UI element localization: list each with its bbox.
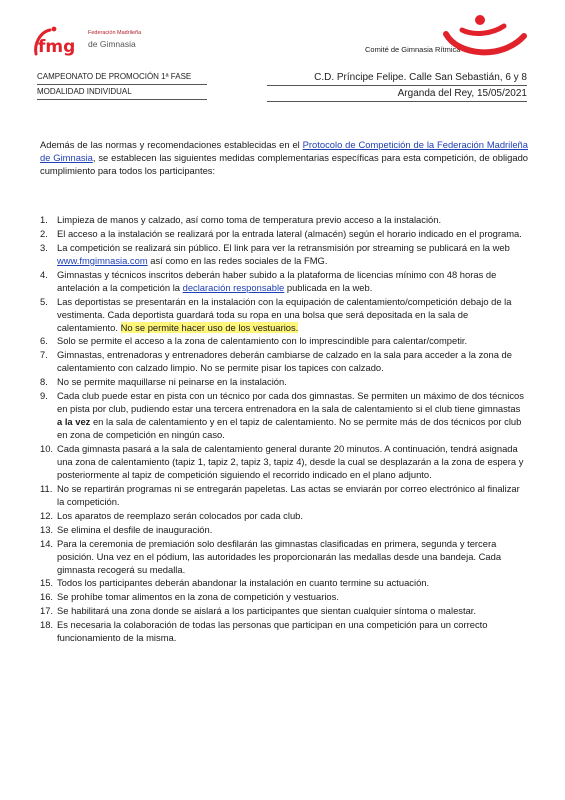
federation-subname: de Gimnasia — [88, 39, 136, 49]
rule-number: 11. — [40, 482, 53, 494]
intro-text-after: , se establecen las siguientes medidas complementarias específicas para esta competición, de obligado cumplimiento para todos los participantes: — [40, 152, 528, 177]
rule-text: El acceso a la instalación se realizará por la entrada lateral (almacén) según el horario indicado en el programa. — [57, 227, 522, 239]
rule-item — [40, 334, 528, 347]
rule-text: Las deportistas se presentarán en la instalación con la equipación de calentamiento/competición debajo de la vestimenta. Cada deportista guardará toda su ropa en una bolsa que será depositada en la sala de calentamiento. — [57, 295, 512, 333]
rule-number: 8. — [40, 376, 48, 388]
venue-info — [267, 71, 527, 103]
fmg-logo-icon — [30, 24, 84, 58]
rule-number: 3. — [40, 241, 48, 253]
rule-item — [40, 604, 528, 617]
intro-paragraph — [40, 138, 528, 178]
rhythmic-gymnastics-logo — [440, 14, 528, 60]
rule-number: 14. — [40, 537, 54, 549]
rule-item — [40, 389, 528, 441]
rule-item — [40, 375, 528, 388]
protocol-link[interactable]: Protocolo de Competición de la Federación Madrileña de Gimnasia — [40, 139, 528, 164]
logo-letters: fmg — [38, 37, 76, 57]
rule-item — [40, 348, 528, 374]
rule-highlighted-text: No se permite hacer uso de los vestuarios. — [120, 321, 299, 333]
rule-item — [40, 268, 528, 294]
rule-text: Limpieza de manos y calzado, así como toma de temperatura previo acceso a la instalación. — [57, 214, 442, 225]
rule-text: Para la ceremonia de premiación solo desfilarán las gimnastas clasificadas en primera, segunda y tercera posición. Una vez en el pódium, las autoridades les proporcionarán las medallas desde una bandeja. Cada gimnasta recogerá su medalla. — [57, 537, 502, 575]
rule-text: Solo se permite el acceso a la zona de calentamiento con lo imprescindible para calentar/competir. — [57, 335, 468, 347]
rule-item — [40, 523, 528, 536]
rule-item — [40, 576, 528, 589]
rule-number: 17. — [40, 605, 54, 617]
rule-text: La competición se realizará sin público. El link para ver la retransmisión por streaming se publicará en la web — [57, 241, 510, 253]
rule-number: 7. — [40, 349, 48, 361]
rule-text: No se permite maquillarse ni peinarse en la instalación. — [57, 376, 287, 388]
rule-number: 9. — [40, 390, 48, 402]
rule-item — [40, 482, 528, 508]
rule-bold-text: a la vez — [57, 416, 91, 428]
rule-number: 2. — [40, 227, 48, 239]
rule-item — [40, 509, 528, 522]
rule-text: Cada club puede estar en pista con un técnico por cada dos gimnastas. Se permiten un máximo de dos técnicos en pista por club, pudiendo estar una tercera entrenadora en la sala de calentamiento si el club tiene gimnastas — [57, 390, 524, 415]
rule-number: 5. — [40, 295, 48, 307]
rule-number: 6. — [40, 335, 48, 347]
rule-link[interactable]: declaración responsable — [182, 281, 285, 293]
venue-address: C.D. Príncipe Felipe. Calle San Sebastián, 6 y 8 — [267, 71, 527, 86]
rule-item — [40, 618, 528, 644]
rule-number: 15. — [40, 577, 54, 589]
rule-text: Todos los participantes deberán abandonar la instalación en cuanto termine su actuación. — [57, 577, 430, 589]
rule-number: 18. — [40, 619, 54, 631]
rule-number: 4. — [40, 268, 48, 280]
rule-text: Gimnastas, entrenadoras y entrenadores deberán cambiarse de calzado en la sala para acceder a la zona de calentamiento con calzado limpio. No se permite pisar los tapices con calzado. — [57, 349, 512, 374]
rule-text: Los aparatos de reemplazo serán colocados por cada club. — [57, 509, 303, 521]
rule-text: Cada gimnasta pasará a la sala de calentamiento general durante 20 minutos. A continuación, tendrá asignada una zona de calentamiento (tapiz 1, tapiz 2, tapiz 3, tapiz 4), desde la cual se desplazarán a la zona de espera y posteriormente al tapiz de competición siguiendo el recorrido indicado en el plano adjunto. — [57, 443, 524, 481]
intro-text-before: Además de las normas y recomendaciones establecidas en el — [40, 139, 303, 150]
rules-list — [40, 213, 528, 645]
rule-text: Se habilitará una zona donde se aislará a los participantes que sientan cualquier síntoma o malestar. — [57, 605, 477, 617]
federation-name: Federación Madrileña — [88, 30, 142, 36]
rule-item — [40, 241, 528, 267]
fmg-logo — [30, 20, 170, 60]
place-date: Arganda del Rey, 15/05/2021 — [267, 87, 527, 102]
rule-text: en la sala de calentamiento y en el tapiz de calentamiento. No se permite más de dos técnicos por club en zona de competición en ningún caso. — [57, 416, 522, 441]
rule-link[interactable]: www.fmgimnasia.com — [57, 254, 148, 266]
rule-item — [40, 537, 528, 576]
rule-item — [40, 295, 528, 334]
rule-text: Se prohíbe tomar alimentos en la zona de competición y vestuarios. — [57, 591, 339, 603]
rule-item — [40, 227, 528, 240]
rule-text: publicada en la web. — [284, 281, 373, 293]
championship-info — [37, 71, 257, 101]
rule-number: 1. — [40, 214, 48, 225]
rule-text: Es necesaria la colaboración de todas las personas que participan en una competición para un correcto funcionamiento de la misma. — [57, 619, 488, 644]
rule-number: 10. — [40, 443, 54, 455]
rule-item — [40, 213, 528, 226]
rule-item — [40, 590, 528, 603]
rule-text: Se elimina el desfile de inauguración. — [57, 523, 213, 535]
rule-text: Gimnastas y técnicos inscritos deberán haber subido a la plataforma de licencias mínimo con 48 horas de antelación a la competición la — [57, 268, 497, 293]
rule-text: así como en las redes sociales de la FMG. — [147, 254, 328, 266]
committee-label: Comité de Gimnasia Rítmica — [365, 45, 461, 54]
rule-number: 12. — [40, 509, 54, 521]
championship-title: CAMPEONATO DE PROMOCIÓN 1ª FASE — [37, 71, 207, 85]
rule-item — [40, 442, 528, 481]
rule-text: No se repartirán programas ni se entregarán papeletas. Las actas se enviarán por correo electrónico al finalizar la competición. — [57, 482, 520, 507]
modality-label: MODALIDAD INDIVIDUAL — [37, 86, 207, 100]
rule-number: 13. — [40, 523, 54, 535]
rule-number: 16. — [40, 591, 54, 603]
